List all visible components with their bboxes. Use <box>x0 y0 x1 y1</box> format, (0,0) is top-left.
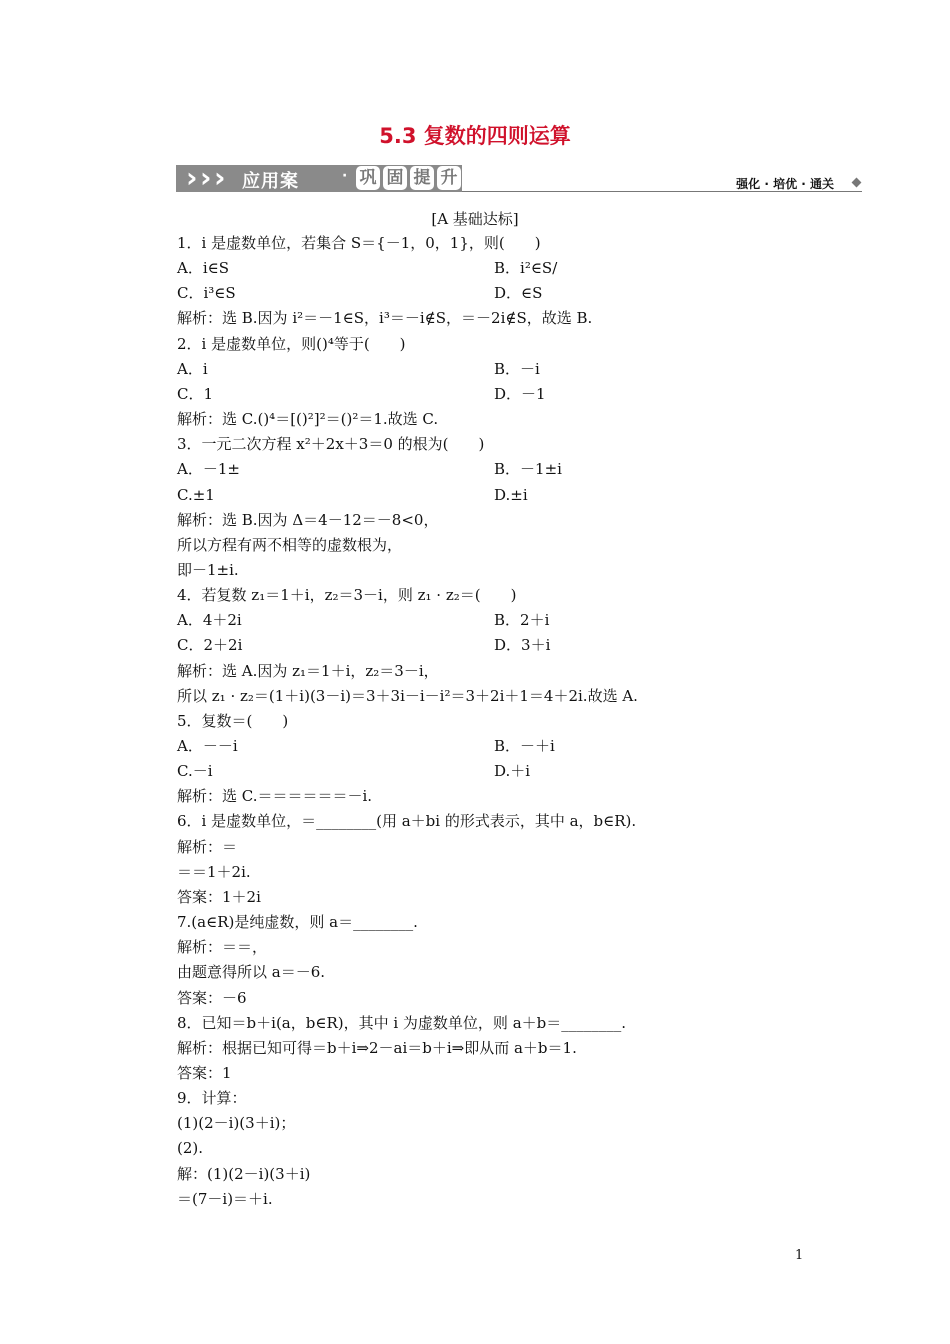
text-line: 所以 z₁ · z₂＝(1＋i)(3－i)＝3＋3i－i－i²＝3＋2i＋1＝4＋2i.故选 A. <box>177 687 638 705</box>
text-line: (1)(2－i)(3＋i)； <box>177 1114 296 1132</box>
text-line: ＝＝1＋2i. <box>177 863 251 881</box>
section-heading: [A 基础达标] <box>431 210 519 228</box>
text-line: 答案：1 <box>177 1064 232 1082</box>
diamond-icon <box>852 178 862 188</box>
option-text: B．2＋i <box>494 611 550 629</box>
banner-box-1: 巩 <box>356 166 380 190</box>
text-line: 解析：选 A.因为 z₁＝1＋i，z₂＝3－i， <box>177 662 439 680</box>
text-line: A．i <box>177 360 208 378</box>
banner-box-2: 固 <box>383 166 407 190</box>
banner-box-4: 升 <box>437 166 461 190</box>
option-text: D．－1 <box>494 385 546 403</box>
option-text: D.＋i <box>494 762 531 780</box>
option-text: D．3＋i <box>494 636 551 654</box>
text-line: 8．已知＝b＋i(a，b∈R)，其中 i 为虚数单位，则 a＋b＝________. <box>177 1014 627 1032</box>
text-line: 2．i 是虚数单位，则()⁴等于( ) <box>177 335 406 353</box>
text-line: 1．i 是虚数单位，若集合 S＝{－1，0，1}，则( ) <box>177 234 541 252</box>
text-line: 5．复数＝( ) <box>177 712 289 730</box>
text-line: 6．i 是虚数单位，＝________(用 a＋bi 的形式表示，其中 a，b∈R). <box>177 812 637 830</box>
text-line: A．－－i <box>177 737 238 755</box>
option-text: B．－＋i <box>494 737 555 755</box>
option-text: B．－1±i <box>494 460 562 478</box>
banner-label: 应用案 <box>242 171 299 192</box>
option-text: B．－i <box>494 360 540 378</box>
option-text: D.±i <box>494 486 528 504</box>
text-line: C．1 <box>177 385 214 403</box>
text-line: 由题意得所以 a＝－6. <box>177 963 326 981</box>
text-line: 解析：选 B.因为 i²＝－1∈S，i³＝－i∉S，＝－2i∉S，故选 B. <box>177 309 593 327</box>
section-banner <box>176 162 868 196</box>
text-line: A．4＋2i <box>177 611 242 629</box>
text-line: 解析：选 B.因为 Δ＝4－12＝－8<0， <box>177 511 439 529</box>
text-line: (2). <box>177 1139 204 1157</box>
banner-tagline: 强化 · 培优 · 通关 <box>736 177 834 191</box>
text-line: 解析：＝＝， <box>177 938 268 956</box>
chevron-right-icon: › <box>186 161 198 194</box>
banner-dot: · <box>342 168 348 184</box>
banner-box-3: 提 <box>410 166 434 190</box>
text-line: C.±1 <box>177 486 215 504</box>
text-line: 解析：根据已知可得＝b＋i⇒2－ai＝b＋i⇒即从而 a＋b＝1. <box>177 1039 577 1057</box>
text-line: 所以方程有两不相等的虚数根为， <box>177 536 403 554</box>
text-line: ＝(7－i)＝＋i. <box>177 1190 273 1208</box>
text-line: 解析：选 C.()⁴＝[()²]²＝()²＝1.故选 C. <box>177 410 439 428</box>
text-line: 即－1±i. <box>177 561 239 579</box>
text-line: 答案：－6 <box>177 989 247 1007</box>
chevron-right-icon: › <box>200 161 212 194</box>
text-line: C．2＋2i <box>177 636 243 654</box>
text-line: 4．若复数 z₁＝1＋i，z₂＝3－i，则 z₁ · z₂＝( ) <box>177 586 517 604</box>
text-line: 解析：＝ <box>177 838 238 856</box>
text-line: A．i∈S <box>177 259 230 277</box>
text-line: 7.(a∈R)是纯虚数，则 a＝________. <box>177 913 418 931</box>
text-line: 解析：选 C.＝＝＝＝＝＝－i. <box>177 787 373 805</box>
page-title: 5.3 复数的四则运算 <box>379 124 571 148</box>
text-line: C.－i <box>177 762 213 780</box>
text-line: C．i³∈S <box>177 284 236 302</box>
text-line: 9．计算： <box>177 1089 247 1107</box>
text-line: 解：(1)(2－i)(3＋i) <box>177 1165 311 1183</box>
text-line: 答案：1＋2i <box>177 888 261 906</box>
text-line: 3．一元二次方程 x²＋2x＋3＝0 的根为( ) <box>177 435 485 453</box>
page-number: 1 <box>795 1248 804 1263</box>
option-text: D．∈S <box>494 284 543 302</box>
text-line: A．－1± <box>177 460 240 478</box>
chevron-right-icon: › <box>214 161 226 194</box>
option-text: B．i²∈S/ <box>494 259 558 277</box>
